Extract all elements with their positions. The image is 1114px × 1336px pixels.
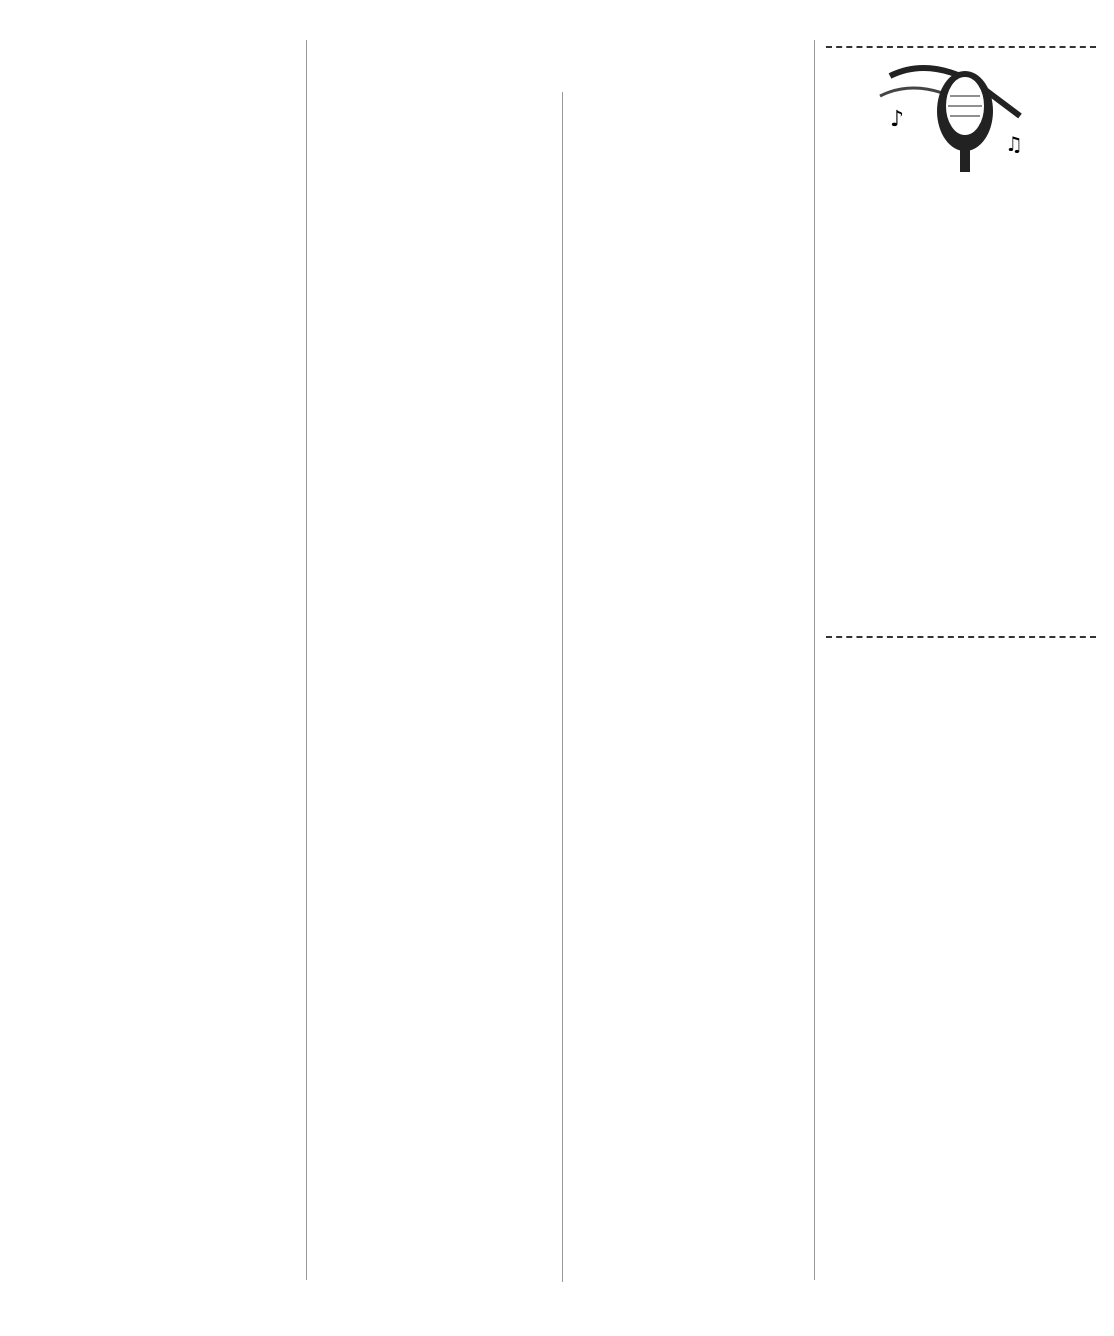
decorative-border <box>826 46 1096 52</box>
microphone-illustration <box>870 56 1040 176</box>
svg-text:♪: ♪ <box>890 107 905 132</box>
column-rule <box>306 40 309 1280</box>
column-rule <box>562 92 563 1282</box>
decorative-border <box>826 636 1096 642</box>
column-rule <box>814 40 815 1280</box>
svg-text:♫: ♫ <box>1005 132 1023 156</box>
